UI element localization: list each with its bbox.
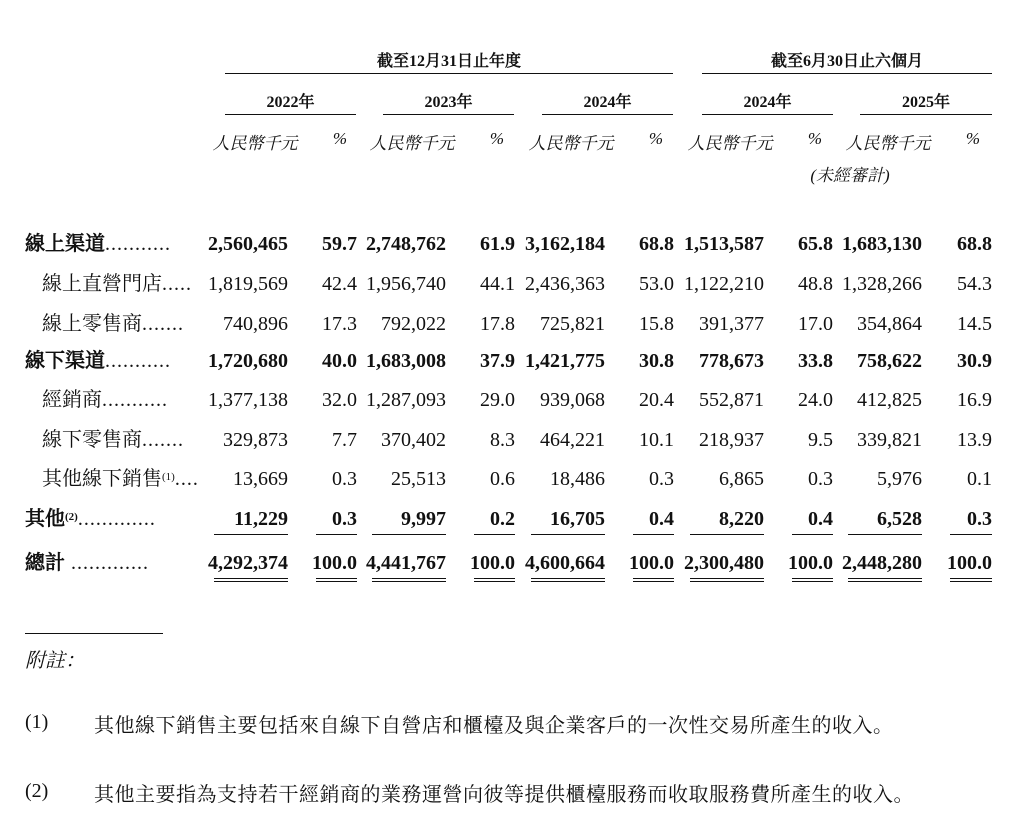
amount-cell: 1,720,680 [208, 350, 288, 372]
percent-cell: 17.3 [322, 313, 357, 335]
amount-cell: 2,436,363 [525, 273, 605, 295]
interim-header-rule [702, 73, 992, 74]
percent-cell: 100.0 [788, 552, 833, 574]
unit-amount-2025: 人民幣千元 [845, 134, 931, 153]
subtotal-underline [792, 534, 833, 535]
percent-cell: 37.9 [480, 350, 515, 372]
unit-pct-2025: % [965, 129, 981, 148]
subtotal-underline [372, 534, 446, 535]
percent-cell: 0.3 [332, 508, 357, 530]
percent-cell: 9.5 [808, 429, 833, 451]
amount-cell: 4,292,374 [208, 552, 288, 574]
notes-title: 附註： [25, 650, 85, 672]
row-label [42, 272, 192, 296]
amount-cell: 2,448,280 [842, 552, 922, 574]
amount-cell: 13,669 [233, 468, 288, 490]
percent-cell: 59.7 [322, 233, 357, 255]
amount-cell: 370,402 [381, 429, 446, 451]
footnote-marker: (2) [65, 511, 78, 523]
percent-cell: 14.5 [957, 313, 992, 335]
row-label [42, 467, 199, 491]
amount-cell: 1,421,775 [525, 350, 605, 372]
row-label-text: 線下渠道 [25, 350, 105, 372]
amount-cell: 329,873 [223, 429, 288, 451]
percent-cell: 100.0 [947, 552, 992, 574]
amount-cell: 4,600,664 [525, 552, 605, 574]
interim-period-header: 截至6月30日止六個月 [770, 53, 923, 70]
percent-cell: 100.0 [470, 552, 515, 574]
percent-cell: 100.0 [312, 552, 357, 574]
amount-cell: 758,622 [857, 350, 922, 372]
dot-leader: ............. [65, 552, 149, 574]
amount-cell: 2,560,465 [208, 233, 288, 255]
percent-cell: 65.8 [798, 233, 833, 255]
dot-leader: ........... [105, 350, 171, 372]
total-double-underline [531, 578, 605, 582]
year-header-2025: 2025年 [901, 94, 950, 111]
unit-amount-2023: 人民幣千元 [369, 134, 455, 153]
row-label [25, 551, 149, 575]
subtotal-underline [690, 534, 764, 535]
year-rule-2024 [542, 114, 673, 115]
percent-cell: 24.0 [798, 389, 833, 411]
percent-cell: 33.8 [798, 350, 833, 372]
unit-pct-2022: % [332, 129, 348, 148]
percent-cell: 29.0 [480, 389, 515, 411]
total-double-underline [848, 578, 922, 582]
amount-cell: 725,821 [540, 313, 605, 335]
unit-amount-2024: 人民幣千元 [528, 134, 614, 153]
percent-cell: 53.0 [639, 273, 674, 295]
percent-cell: 40.0 [322, 350, 357, 372]
amount-cell: 1,377,138 [208, 389, 288, 411]
unit-pct-2024: % [648, 129, 664, 148]
amount-cell: 5,976 [877, 468, 922, 490]
amount-cell: 1,683,130 [842, 233, 922, 255]
row-label-text: 其他線下銷售 [42, 468, 162, 490]
amount-cell: 354,864 [857, 313, 922, 335]
total-double-underline [690, 578, 764, 582]
percent-cell: 17.0 [798, 313, 833, 335]
amount-cell: 778,673 [699, 350, 764, 372]
percent-cell: 0.3 [967, 508, 992, 530]
annual-period-header: 截至12月31日止年度 [376, 53, 521, 70]
percent-cell: 7.7 [332, 429, 357, 451]
total-double-underline [474, 578, 515, 582]
year-rule-2022 [225, 114, 356, 115]
percent-cell: 30.8 [639, 350, 674, 372]
amount-cell: 25,513 [391, 468, 446, 490]
percent-cell: 68.8 [639, 233, 674, 255]
percent-cell: 0.3 [332, 468, 357, 490]
dot-leader: .... [174, 468, 199, 490]
notes-divider [25, 633, 163, 634]
amount-cell: 1,683,008 [366, 350, 446, 372]
percent-cell: 68.8 [957, 233, 992, 255]
percent-cell: 44.1 [480, 273, 515, 295]
dot-leader: ....... [142, 429, 184, 451]
amount-cell: 1,287,093 [366, 389, 446, 411]
total-double-underline [372, 578, 446, 582]
amount-cell: 412,825 [857, 389, 922, 411]
amount-cell: 1,819,569 [208, 273, 288, 295]
unit-amount-2022: 人民幣千元 [212, 134, 298, 153]
unit-pct-2023: % [489, 129, 505, 148]
percent-cell: 20.4 [639, 389, 674, 411]
year-rule-2025 [860, 114, 992, 115]
amount-cell: 9,997 [401, 508, 446, 530]
footnote-marker: (1) [162, 471, 175, 483]
percent-cell: 10.1 [639, 429, 674, 451]
subtotal-underline [633, 534, 674, 535]
percent-cell: 32.0 [322, 389, 357, 411]
percent-cell: 61.9 [480, 233, 515, 255]
percent-cell: 13.9 [957, 429, 992, 451]
amount-cell: 552,871 [699, 389, 764, 411]
dot-leader: ....... [142, 313, 184, 335]
percent-cell: 0.4 [808, 508, 833, 530]
amount-cell: 2,748,762 [366, 233, 446, 255]
row-label-text: 線上直營門店 [42, 273, 162, 295]
row-label-text: 總計 [25, 552, 65, 574]
percent-cell: 0.1 [967, 468, 992, 490]
amount-cell: 1,956,740 [366, 273, 446, 295]
amount-cell: 3,162,184 [525, 233, 605, 255]
subtotal-underline [316, 534, 357, 535]
year-header-2024-interim: 2024年 [743, 94, 792, 111]
percent-cell: 0.3 [649, 468, 674, 490]
row-label [25, 507, 156, 531]
percent-cell: 0.3 [808, 468, 833, 490]
percent-cell: 42.4 [322, 273, 357, 295]
note-1-text: 其他線下銷售主要包括來自線下自營店和櫃檯及與企業客戶的一次性交易所產生的收入。 [94, 715, 894, 737]
amount-cell: 8,220 [719, 508, 764, 530]
subtotal-underline [214, 534, 288, 535]
row-label [42, 388, 168, 412]
dot-leader: ..... [162, 273, 192, 295]
note-2-number: (2) [25, 780, 49, 802]
year-header-2023: 2023年 [424, 94, 473, 111]
subtotal-underline [950, 534, 992, 535]
row-label [42, 428, 184, 452]
row-label-text: 線上渠道 [25, 233, 105, 255]
note-1-number: (1) [25, 711, 49, 733]
annual-header-rule [225, 73, 673, 74]
percent-cell: 54.3 [957, 273, 992, 295]
percent-cell: 0.2 [490, 508, 515, 530]
total-double-underline [792, 578, 833, 582]
percent-cell: 0.6 [490, 468, 515, 490]
total-double-underline [633, 578, 674, 582]
amount-cell: 218,937 [699, 429, 764, 451]
amount-cell: 339,821 [857, 429, 922, 451]
percent-cell: 8.3 [490, 429, 515, 451]
subtotal-underline [531, 534, 605, 535]
row-label-text: 經銷商 [42, 389, 102, 411]
year-header-2024: 2024年 [583, 94, 632, 111]
dot-leader: ........... [102, 389, 168, 411]
amount-cell: 4,441,767 [366, 552, 446, 574]
unaudited-note: (未經審計) [810, 166, 890, 185]
unit-amount-2024-interim: 人民幣千元 [687, 134, 773, 153]
amount-cell: 740,896 [223, 313, 288, 335]
percent-cell: 15.8 [639, 313, 674, 335]
amount-cell: 1,328,266 [842, 273, 922, 295]
row-label-text: 線下零售商 [42, 429, 142, 451]
row-label [25, 232, 171, 256]
amount-cell: 11,229 [234, 508, 288, 530]
amount-cell: 2,300,480 [684, 552, 764, 574]
percent-cell: 100.0 [629, 552, 674, 574]
subtotal-underline [474, 534, 515, 535]
percent-cell: 48.8 [798, 273, 833, 295]
unit-pct-2024-interim: % [807, 129, 823, 148]
year-rule-2023 [383, 114, 514, 115]
amount-cell: 1,122,210 [684, 273, 764, 295]
percent-cell: 17.8 [480, 313, 515, 335]
amount-cell: 464,221 [540, 429, 605, 451]
percent-cell: 16.9 [957, 389, 992, 411]
total-double-underline [950, 578, 992, 582]
amount-cell: 18,486 [550, 468, 605, 490]
percent-cell: 0.4 [649, 508, 674, 530]
row-label [25, 349, 171, 373]
row-label-text: 其他 [25, 508, 65, 530]
percent-cell: 30.9 [957, 350, 992, 372]
amount-cell: 1,513,587 [684, 233, 764, 255]
amount-cell: 6,865 [719, 468, 764, 490]
row-label-text: 線上零售商 [42, 313, 142, 335]
year-header-2022: 2022年 [266, 94, 315, 111]
dot-leader: ............. [77, 508, 156, 530]
amount-cell: 6,528 [877, 508, 922, 530]
amount-cell: 792,022 [381, 313, 446, 335]
total-double-underline [214, 578, 288, 582]
subtotal-underline [848, 534, 922, 535]
dot-leader: ........... [105, 233, 171, 255]
row-label [42, 312, 184, 336]
amount-cell: 391,377 [699, 313, 764, 335]
note-2-text: 其他主要指為支持若干經銷商的業務運營向彼等提供櫃檯服務而收取服務費所產生的收入。 [94, 784, 914, 806]
amount-cell: 939,068 [540, 389, 605, 411]
amount-cell: 16,705 [550, 508, 605, 530]
year-rule-2024-interim [702, 114, 833, 115]
total-double-underline [316, 578, 357, 582]
